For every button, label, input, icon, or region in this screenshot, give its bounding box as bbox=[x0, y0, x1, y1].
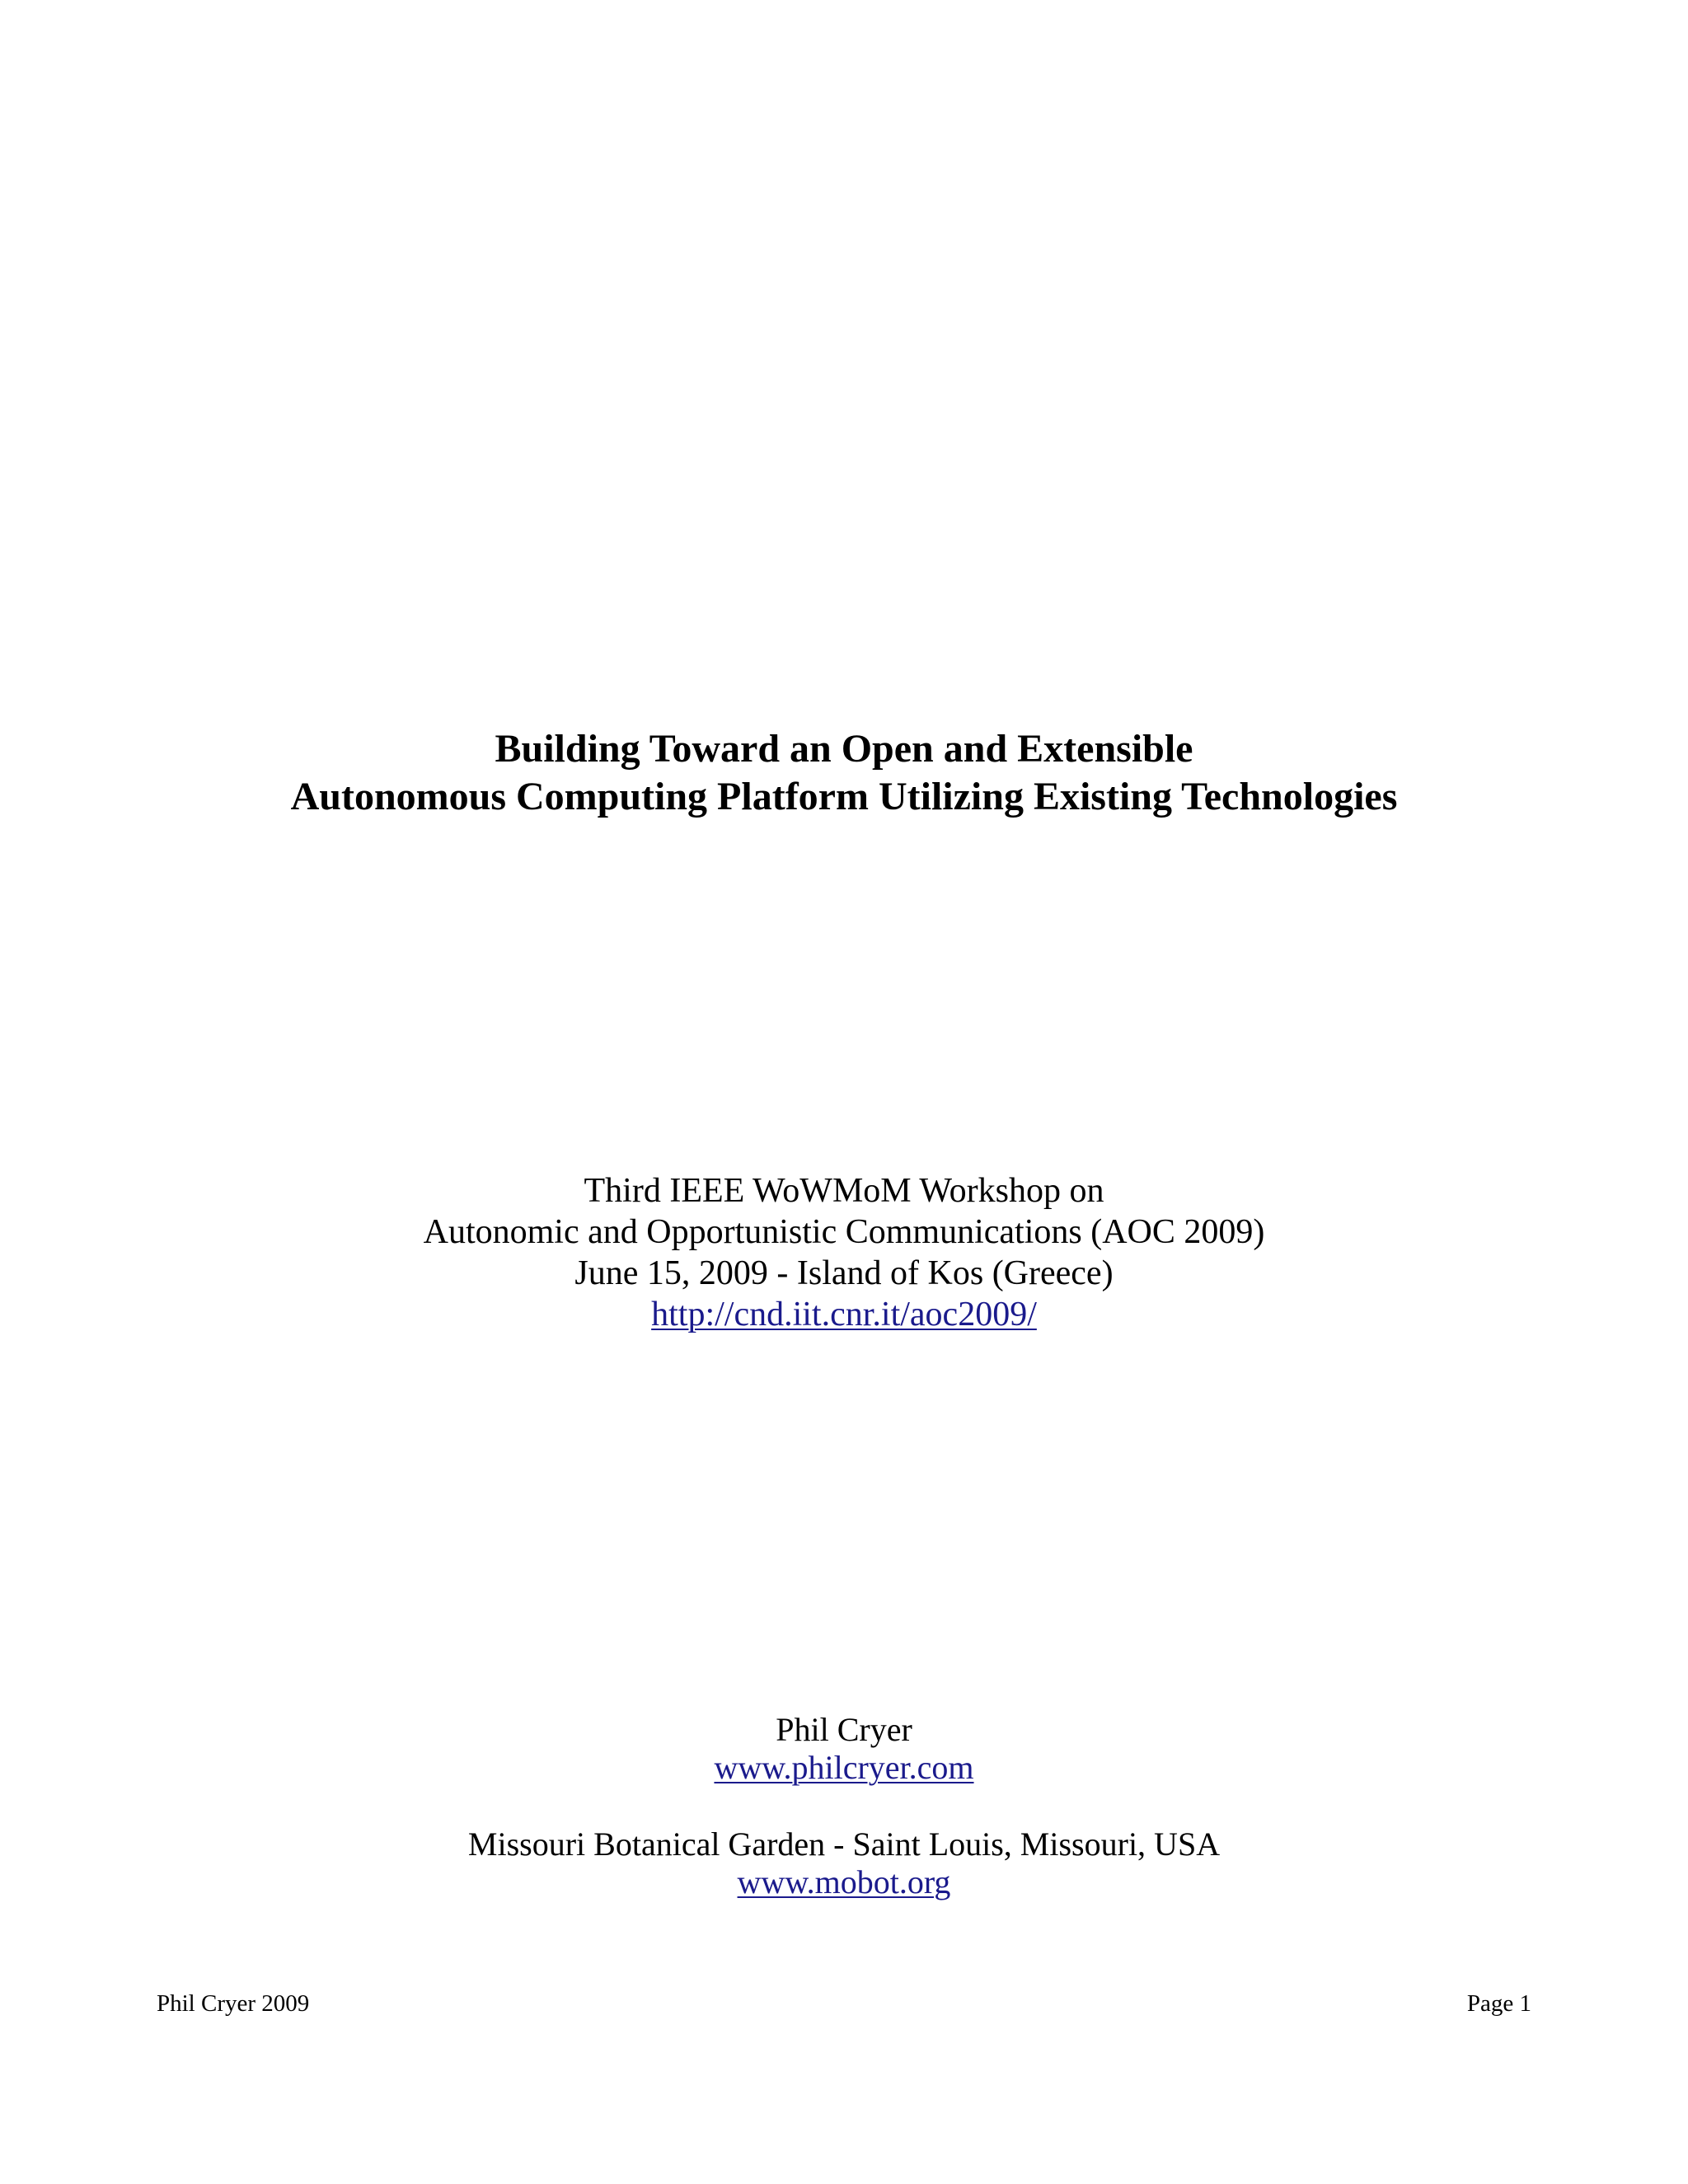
organization-info bbox=[0, 1825, 1688, 1901]
author-info bbox=[0, 1711, 1688, 1787]
title-line-1: Building Toward an Open and Extensible bbox=[495, 727, 1193, 771]
event-info bbox=[0, 1170, 1688, 1335]
document-title bbox=[0, 725, 1688, 821]
footer-page-number: Page 1 bbox=[1466, 1990, 1531, 2017]
organization-name: Missouri Botanical Garden - Saint Louis, Missouri, USA bbox=[467, 1825, 1221, 1863]
event-line-3: June 15, 2009 - Island of Kos (Greece) bbox=[574, 1254, 1114, 1292]
author-website-link[interactable]: www.philcryer.com bbox=[714, 1749, 974, 1786]
event-url-link[interactable]: http://cnd.iit.cnr.it/aoc2009/ bbox=[651, 1296, 1037, 1333]
title-line-2: Autonomous Computing Platform Utilizing Existing Technologies bbox=[290, 775, 1398, 818]
footer-author-year: Phil Cryer 2009 bbox=[157, 1990, 310, 2017]
organization-website-link[interactable]: www.mobot.org bbox=[737, 1863, 951, 1900]
event-line-2: Autonomic and Opportunistic Communications (AOC 2009) bbox=[423, 1213, 1265, 1251]
author-name: Phil Cryer bbox=[776, 1711, 912, 1748]
event-line-1: Third IEEE WoWMoM Workshop on bbox=[584, 1172, 1104, 1210]
